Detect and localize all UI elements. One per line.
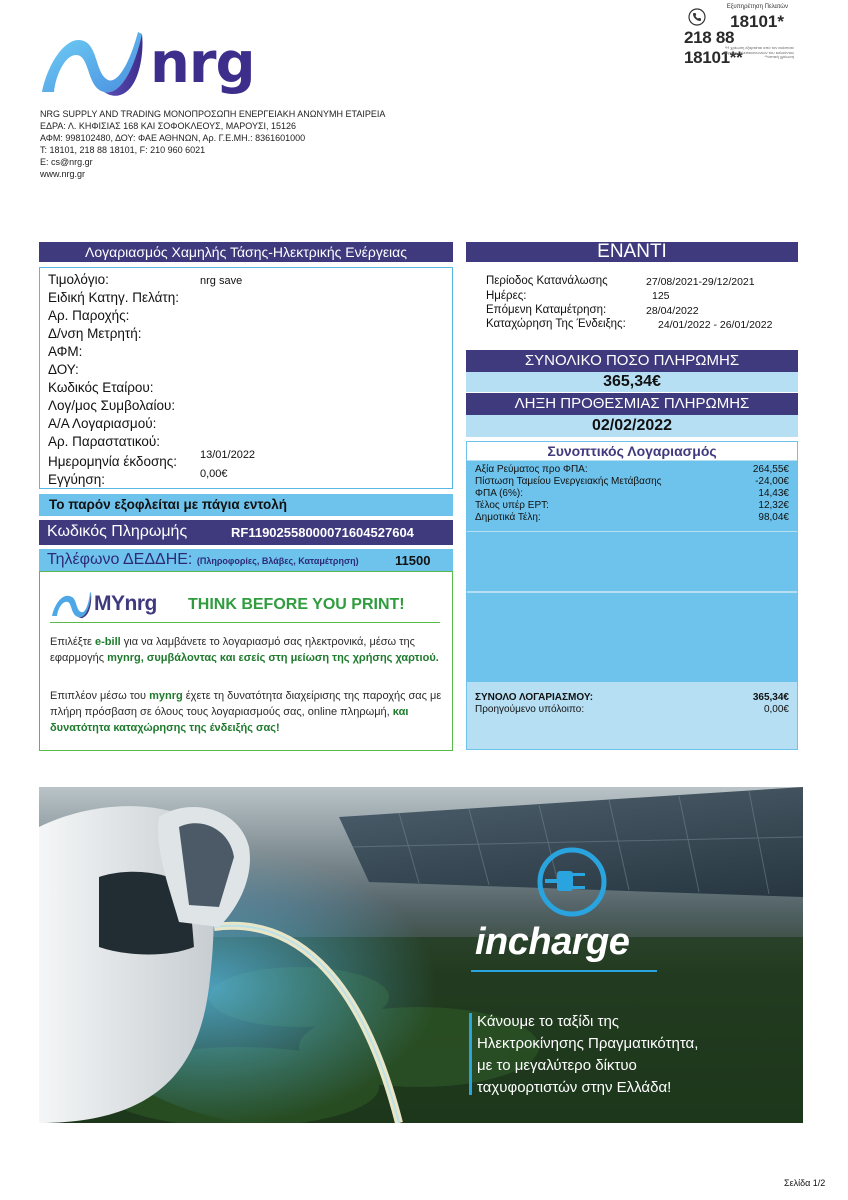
mynrg-paragraph-2: [50, 688, 445, 736]
bill-title: Λογαριασμός Χαμηλής Τάσης-Ηλεκτρικής Ενέργειας: [39, 242, 453, 262]
next-reading-label: Επόμενη Καταμέτρηση:: [486, 304, 607, 316]
incharge-brand: incharge: [475, 921, 630, 963]
issue-date-value: 13/01/2022: [200, 449, 256, 461]
summary-row: [475, 500, 789, 511]
summary-row-value: 14,43€: [758, 488, 789, 499]
summary-row-label: Δημοτικά Τέλη:: [475, 512, 541, 523]
summary-row-value: -24,00€: [755, 476, 789, 487]
previous-balance-value: 0,00€: [763, 704, 789, 715]
payment-code-bar: [39, 520, 453, 545]
incharge-banner: [39, 787, 803, 1123]
mynrg-promo-box: [39, 571, 453, 751]
previous-balance-label: Προηγούμενο υπόλοιπο:: [475, 704, 585, 715]
summary-row: [475, 476, 789, 487]
field-label: Α/Α Λογαριασμού:: [48, 416, 157, 431]
support-caption: Εξυπηρέτηση Πελατών: [726, 4, 788, 10]
field-label: Αρ. Παροχής:: [48, 308, 130, 323]
banner-underline: [471, 970, 657, 972]
summary-total-row: [475, 692, 789, 703]
reading-window-value: 24/01/2022 - 26/01/2022: [658, 319, 773, 331]
field-label: Δ/νση Μετρητή:: [48, 326, 142, 341]
company-info: [40, 108, 385, 180]
guarantee-value: 0,00€: [200, 468, 228, 480]
reading-window-label: Καταχώρηση Της Ένδειξης:: [486, 318, 626, 330]
divider: [50, 622, 440, 623]
mynrg-wave-icon: [50, 588, 92, 620]
summary-row-label: Πίστωση Ταμείου Ενεργειακής Μετάβασης: [475, 476, 662, 487]
field-label: Λογ/μος Συμβολαίου:: [48, 398, 176, 413]
banner-copy: [477, 1011, 797, 1099]
support-note: *Η χρέωση εξαρτάται από τον εκάστοτε πάροχο τηλεπικοινωνιών του καλούντος **αστική χρέωση: [723, 45, 794, 60]
banner-copy-line: Ηλεκτροκίνησης Πραγματικότητα,: [477, 1035, 699, 1052]
company-line: ΑΦΜ: 998102480, ΔΟΥ: ΦΑΕ ΑΘΗΝΩΝ, Αρ. Γ.Ε.ΜΗ.: 8361601000: [40, 133, 306, 143]
para-text-bold: e-bill: [95, 636, 121, 648]
total-amount-value: 365,34€: [466, 372, 798, 392]
deddie-label-text: Τηλέφωνο ΔΕΔΔΗΕ:: [47, 551, 193, 568]
summary-row: [475, 464, 789, 475]
company-line: ΕΔΡΑ: Λ. ΚΗΦΙΣΙΑΣ 168 ΚΑΙ ΣΟΦΟΚΛΕΟΥΣ, ΜΑΡΟΥΣΙ, 15126: [40, 121, 297, 131]
summary-row-label: Τέλος υπέρ ΕΡΤ:: [475, 500, 549, 511]
standing-order-note: Το παρόν εξοφλείται με πάγια εντολή: [39, 494, 453, 516]
para-text: για να λαμβάνετε το λογαριασμό σας ηλεκτρονικά, μέσω της εφαρμογής: [50, 636, 415, 664]
support-phone-secondary: 218 88 18101**: [684, 28, 743, 67]
think-before-print: THINK BEFORE YOU PRINT!: [188, 596, 405, 613]
payment-code-label: Κωδικός Πληρωμής: [47, 523, 188, 540]
mynrg-paragraph-1: [50, 634, 445, 666]
summary-total-label: ΣΥΝΟΛΟ ΛΟΓΑΡΙΑΣΜΟΥ:: [475, 692, 594, 703]
due-date-label: ΛΗΞΗ ΠΡΟΘΕΣΜΙΑΣ ΠΛΗΡΩΜΗΣ: [466, 393, 798, 415]
field-label: Ειδική Κατηγ. Πελάτη:: [48, 290, 179, 305]
nrg-logo: [38, 22, 258, 102]
field-value: nrg save: [200, 275, 243, 287]
summary-row: [475, 512, 789, 523]
enanti-header: ΕΝΑΝΤΙ: [466, 242, 798, 262]
summary-row-label: Αξία Ρεύματος προ ΦΠΑ:: [475, 464, 588, 475]
mynrg-logo: [50, 588, 180, 620]
field-label: ΔΟΥ:: [48, 362, 79, 377]
mynrg-logo-text: MYnrg: [94, 592, 157, 615]
period-value: 27/08/2021-29/12/2021: [646, 276, 755, 288]
page-number: Σελίδα 1/2: [784, 1178, 826, 1188]
banner-copy-line: με το μεγαλύτερο δίκτυο: [477, 1057, 637, 1074]
field-label: Ημερομηνία έκδοσης:: [48, 454, 178, 469]
para-text: Επιπλέον μέσω του: [50, 690, 150, 702]
company-line: E: cs@nrg.gr: [40, 157, 93, 167]
summary-section: [467, 531, 797, 591]
para-text-bold: mynrg, συμβάλοντας και εσείς στη μείωση της χρήσης χαρτιού.: [107, 652, 439, 664]
payment-code-value: RF11902558000071604527604: [231, 525, 414, 540]
field-label: Κωδικός Εταίρου:: [48, 380, 154, 395]
summary-row-value: 98,04€: [758, 512, 789, 523]
deddie-phone-bar: [39, 549, 453, 571]
days-value: 125: [652, 290, 670, 302]
summary-row-label: ΦΠΑ (6%):: [475, 488, 523, 499]
field-label: ΑΦΜ:: [48, 344, 83, 359]
field-label: Εγγύηση:: [48, 472, 105, 487]
phone-icon: [688, 8, 706, 26]
summary-row-value: 12,32€: [758, 500, 789, 511]
company-line: Τ: 18101, 218 88 18101, F: 210 960 6021: [40, 145, 206, 155]
next-reading-value: 28/04/2022: [646, 305, 699, 317]
support-phone-main: 18101*: [730, 12, 784, 31]
customer-info-box: [39, 267, 453, 489]
banner-accent-bar: [469, 1013, 472, 1095]
banner-copy-line: ταχυφορτιστών στην Ελλάδα!: [477, 1079, 672, 1096]
period-label: Περίοδος Κατανάλωσης: [486, 275, 608, 287]
summary-row: [475, 488, 789, 499]
summary-total-value: 365,34€: [752, 692, 789, 703]
para-text: έχετε τη δυνατότητα διαχείρισης της παροχής σας με πλήρη πρόσβαση σε όλους τους λογαριασμούς σας, online πληρωμή,: [50, 690, 442, 718]
banner-copy-line: Κάνουμε το ταξίδι της: [477, 1013, 620, 1030]
field-label: Αρ. Παραστατικού:: [48, 434, 161, 449]
para-text-bold: mynrg: [149, 690, 183, 702]
due-date-value: 02/02/2022: [466, 415, 798, 437]
total-amount-label: ΣΥΝΟΛΙΚΟ ΠΟΣΟ ΠΛΗΡΩΜΗΣ: [466, 350, 798, 372]
field-label: Τιμολόγιο:: [48, 272, 109, 287]
nrg-logo-text: nrg: [150, 31, 255, 96]
days-label: Ημέρες:: [486, 290, 527, 302]
summary-row-value: 264,55€: [752, 464, 789, 475]
deddie-label: [47, 551, 359, 569]
account-summary: [466, 441, 798, 750]
para-text: Επιλέξτε: [50, 636, 96, 648]
previous-balance-row: [475, 704, 789, 715]
support-phone-block: [684, 4, 796, 67]
company-line: www.nrg.gr: [40, 169, 86, 179]
deddie-note: (Πληροφορίες, Βλάβες, Καταμέτρηση): [196, 556, 359, 566]
deddie-phone-value: 11500: [395, 553, 431, 568]
company-line: NRG SUPPLY AND TRADING ΜΟΝΟΠΡΟΣΩΠΗ ΕΝΕΡΓΕΙΑΚΗ ΑΝΩΝΥΜΗ ΕΤΑΙΡΕΙΑ: [40, 109, 386, 119]
para-text-bold: και δυνατότητα καταχώρησης της ένδειξής σας!: [50, 706, 409, 734]
nrg-wave-icon: [38, 22, 148, 102]
summary-section: [467, 592, 797, 682]
summary-title: Συνοπτικός Λογαριασμός: [467, 442, 797, 460]
